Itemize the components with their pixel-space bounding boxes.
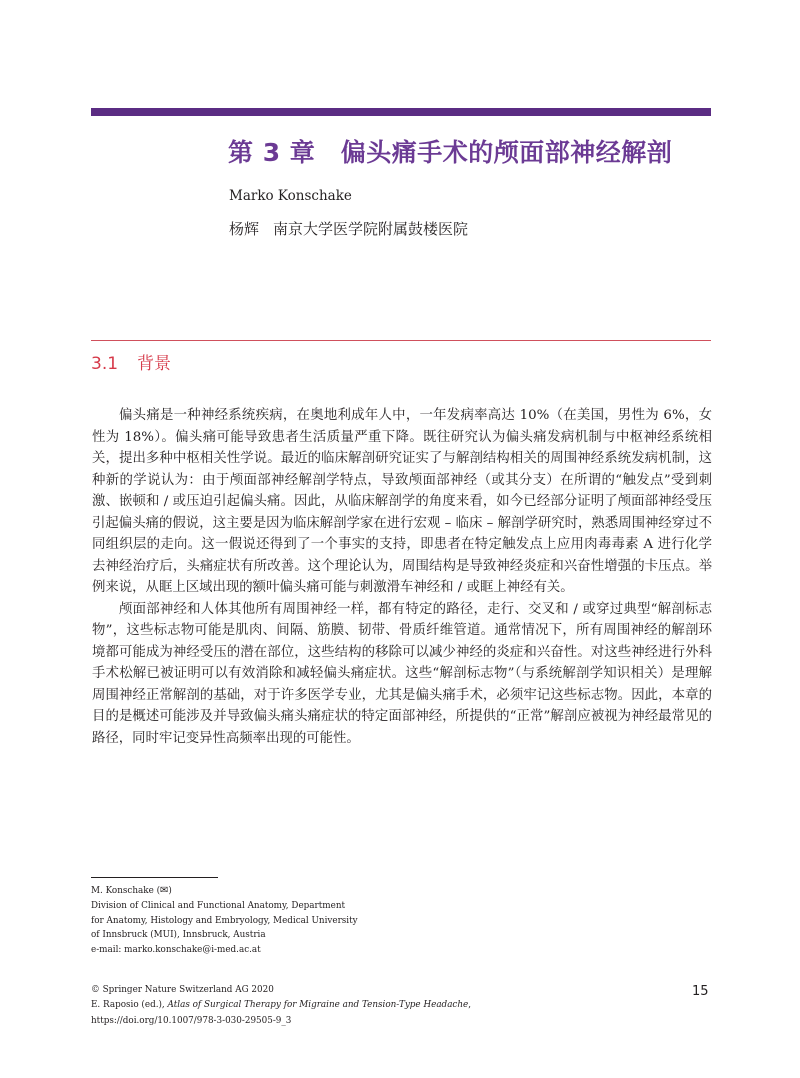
section-rule <box>91 340 711 341</box>
footnote-author: M. Konschake ( <box>91 886 161 896</box>
citation-line <box>91 998 471 1013</box>
citation-book-title: Atlas of Surgical Therapy for Migraine and Tension-Type Headache <box>167 1000 469 1011</box>
copyright-line: © Springer Nature Switzerland AG 2020 <box>91 985 274 995</box>
footnote-rule <box>91 877 218 878</box>
citation-suffix: , <box>468 1000 472 1011</box>
footnote-author-end: ) <box>168 886 172 896</box>
footnote-line: for Anatomy, Histology and Embryology, Medical University <box>91 915 358 926</box>
footnote-author-line <box>91 884 358 899</box>
translator-affiliation: 南京大学医学院附属鼓楼医院 <box>273 220 469 238</box>
footnote-email: e-mail: marko.konschake@i-med.ac.at <box>91 945 261 956</box>
footnote-line: Division of Clinical and Functional Anatomy, Department <box>91 900 346 911</box>
citation-editor: E. Raposio (ed.), <box>91 1000 168 1011</box>
footnote-line: of Innsbruck (MUI), Innsbruck, Austria <box>91 930 266 941</box>
author-footnote <box>91 884 358 958</box>
translator-line <box>229 218 468 239</box>
chapter-title: 第 3 章 偏头痛手术的颅面部神经解剖 <box>228 138 673 167</box>
envelope-icon[interactable]: ✉ <box>160 885 169 896</box>
section-heading <box>91 349 171 374</box>
section-title: 背景 <box>137 354 171 374</box>
chapter-author: Marko Konschake <box>229 188 352 204</box>
section-number: 3.1 <box>91 354 119 374</box>
copyright-block <box>91 983 471 1029</box>
page-number: 15 <box>692 984 709 999</box>
paragraph: 颅面部神经和人体其他所有周围神经一样，都有特定的路径，走行、交叉和 / 或穿过典型“解剖标志物”，这些标志物可能是肌肉、间隔、筋膜、韧带、骨质纤维管道。通常情况下，所有周围神经的解剖环境都可能成为神经受压的潜在部位，这些结构的移除可以减少神经的炎症和兴奋性。对这些神经进行外科手术松解已被证明可以有效消除和减轻偏头痛症状。这些“解剖标志物”（与系统解剖学知识相关）是理解周围神经正常解剖的基础，对于许多医学专业，尤其是偏头痛手术，必须牢记这些标志物。因此，本章的目的是概述可能涉及并导致偏头痛头痛症状的特定面部神经，所提供的“正常”解剖应被视为神经最常见的路径，同时牢记变异性高频率出现的可能性。 <box>92 601 712 746</box>
paragraph: 偏头痛是一种神经系统疾病，在奥地利成年人中，一年发病率高达 10%（在美国，男性为 6%，女性为 18%）。偏头痛可能导致患者生活质量严重下降。既往研究认为偏头痛发病机制与中枢神经系统相关，提出多种中枢相关性学说。最近的临床解剖研究证实了与解剖结构相关的周围神经系统发病机制，这种新的学说认为：由于颅面部神经解剖学特点，导致颅面部神经（或其分支）在所谓的“触发点”受到刺激、嵌顿和 / 或压迫引起偏头痛。因此，从临床解剖学的角度来看，如今已经部分证明了颅面部神经受压引起偏头痛的假说，这主要是因为临床解剖学家在进行宏观 – 临床 – 解剖学研究时，熟悉周围神经穿过不同组织层的走向。这一假说还得到了一个事实的支持，即患者在特定触发点上应用肉毒毒素 A 进行化学去神经治疗后，头痛症状有所改善。这个理论认为，周围结构是导致神经炎症和兴奋性增强的卡压点。举例来说，从眶上区域出现的额叶偏头痛可能与刺激滑车神经和 / 或眶上神经有关。 <box>92 408 712 595</box>
body-text <box>92 405 712 749</box>
doi-link[interactable]: https://doi.org/10.1007/978-3-030-29505-9_3 <box>91 1015 292 1026</box>
chapter-top-rule <box>91 108 711 116</box>
translator-name: 杨辉 <box>229 220 260 238</box>
